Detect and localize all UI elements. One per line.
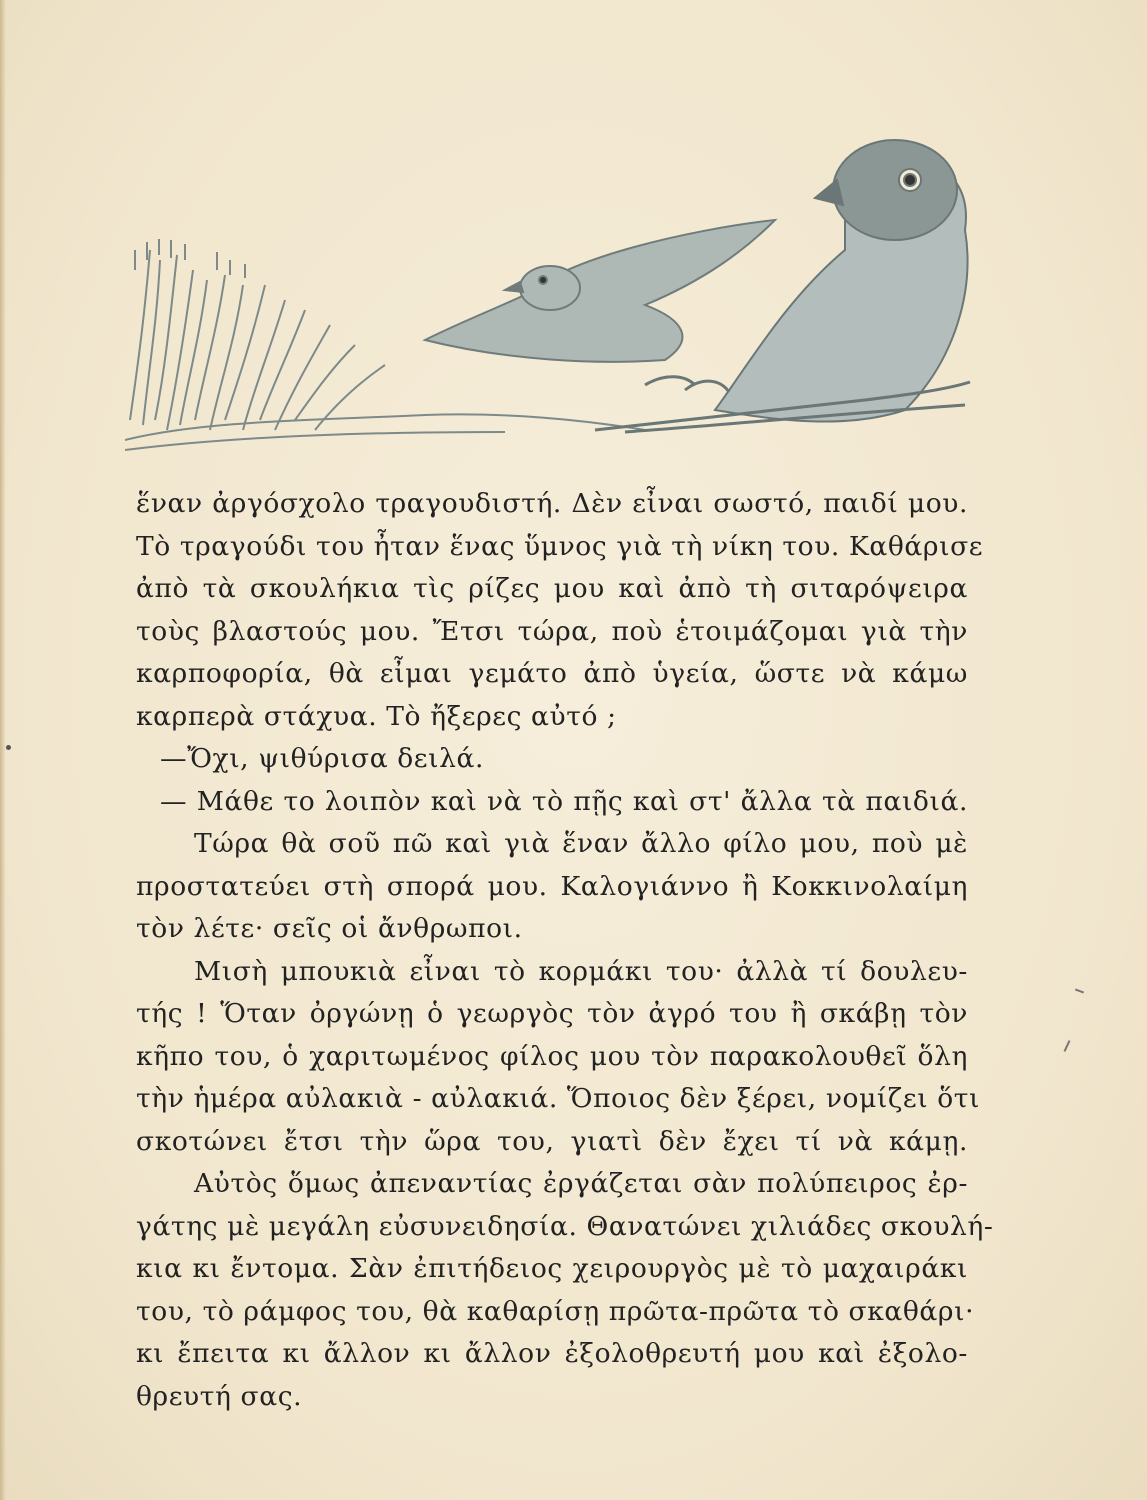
stray-mark bbox=[1064, 1040, 1071, 1052]
text-line: κῆπο του, ὁ χαριτωμένος φίλος μου τὸν παρακολουθεῖ ὅλη bbox=[136, 1040, 968, 1072]
text-line: σκοτώνει ἔτσι τὴν ὥρα του, γιατὶ δὲν ἔχει τί νὰ κάμῃ. bbox=[136, 1125, 968, 1157]
stray-mark bbox=[1075, 989, 1084, 994]
text-line: τής ! Ὅταν ὀργώνῃ ὁ γεωργὸς τὸν ἀγρό του ἢ σκάβῃ τὸν bbox=[136, 998, 968, 1029]
text-line: προστατεύει στὴ σπορά μου. Καλογιάννο ἢ Κοκκινολαίμη bbox=[136, 870, 968, 902]
text-line: γάτης μὲ μεγάλη εὐσυνειδησία. Θανατώνει χιλιάδες σκουλή- bbox=[136, 1210, 994, 1242]
text-line: τὴν ἡμέρα αὐλακιὰ - αὐλακιά. Ὅποιος δὲν ξέρει, νομίζει ὅτι bbox=[136, 1083, 981, 1114]
dialogue-line: —Ὄχι, ψιθύρισα δειλά. bbox=[160, 743, 485, 774]
page-edge-shadow bbox=[0, 0, 6, 1500]
large-bird-perched bbox=[715, 140, 968, 422]
text-line: τὸν λέτε· σεῖς οἱ ἄνθρωποι. bbox=[136, 913, 523, 944]
text-line: κια κι ἔντομα. Σὰν ἐπιτήδειος χειρουργὸς μὲ τὸ μαχαιράκι bbox=[136, 1253, 968, 1284]
body-text bbox=[136, 483, 994, 1418]
paragraph-start-line: Τώρα θὰ σοῦ πῶ καὶ γιὰ ἕναν ἄλλο φίλο μου, ποὺ μὲ bbox=[194, 828, 968, 859]
text-line: Τὸ τραγούδι του ἦταν ἕνας ὕμνος γιὰ τὴ νίκη του. Καθάρισε bbox=[136, 530, 984, 562]
small-bird-flying bbox=[425, 220, 775, 362]
paragraph-start-line: Μισὴ μπουκιὰ εἶναι τὸ κορμάκι του· ἀλλὰ τί δουλευ- bbox=[194, 955, 968, 987]
paragraph-start-line: Αὐτὸς ὅμως ἀπεναντίας ἐργάζεται σὰν πολύπειρος ἐρ- bbox=[194, 1168, 968, 1199]
text-line: ἕναν ἀργόσχολο τραγουδιστή. Δὲν εἶναι σωστό, παιδί μου. bbox=[136, 488, 968, 519]
text-line: κι ἔπειτα κι ἄλλον κι ἄλλον ἐξολοθρευτή μου καὶ ἐξολο- bbox=[136, 1338, 968, 1369]
text-line: καρποφορία, θὰ εἶμαι γεμάτο ἀπὸ ὑγεία, ὥστε νὰ κάμω bbox=[136, 658, 968, 689]
text-line: καρπερὰ στάχυα. Τὸ ἤξερες αὐτό ; bbox=[136, 700, 617, 732]
text-line: ἀπὸ τὰ σκουλήκια τὶς ρίζες μου καὶ ἀπὸ τὴ σιταρόψειρα bbox=[136, 573, 968, 604]
text-line: θρευτή σας. bbox=[136, 1380, 303, 1412]
dialogue-line: — Μάθε το λοιπὸν καὶ νὰ τὸ πῇς καὶ στ' ἄλλα τὰ παιδιά. bbox=[160, 785, 968, 817]
text-line: του, τὸ ράμφος του, θὰ καθαρίσῃ πρῶτα-πρῶτα τὸ σκαθάρι· bbox=[136, 1295, 975, 1327]
birds-illustration bbox=[125, 120, 975, 465]
ink-dot bbox=[6, 745, 11, 750]
text-line: τοὺς βλαστούς μου. Ἔτσι τώρα, ποὺ ἑτοιμάζομαι γιὰ τὴν bbox=[136, 615, 968, 647]
